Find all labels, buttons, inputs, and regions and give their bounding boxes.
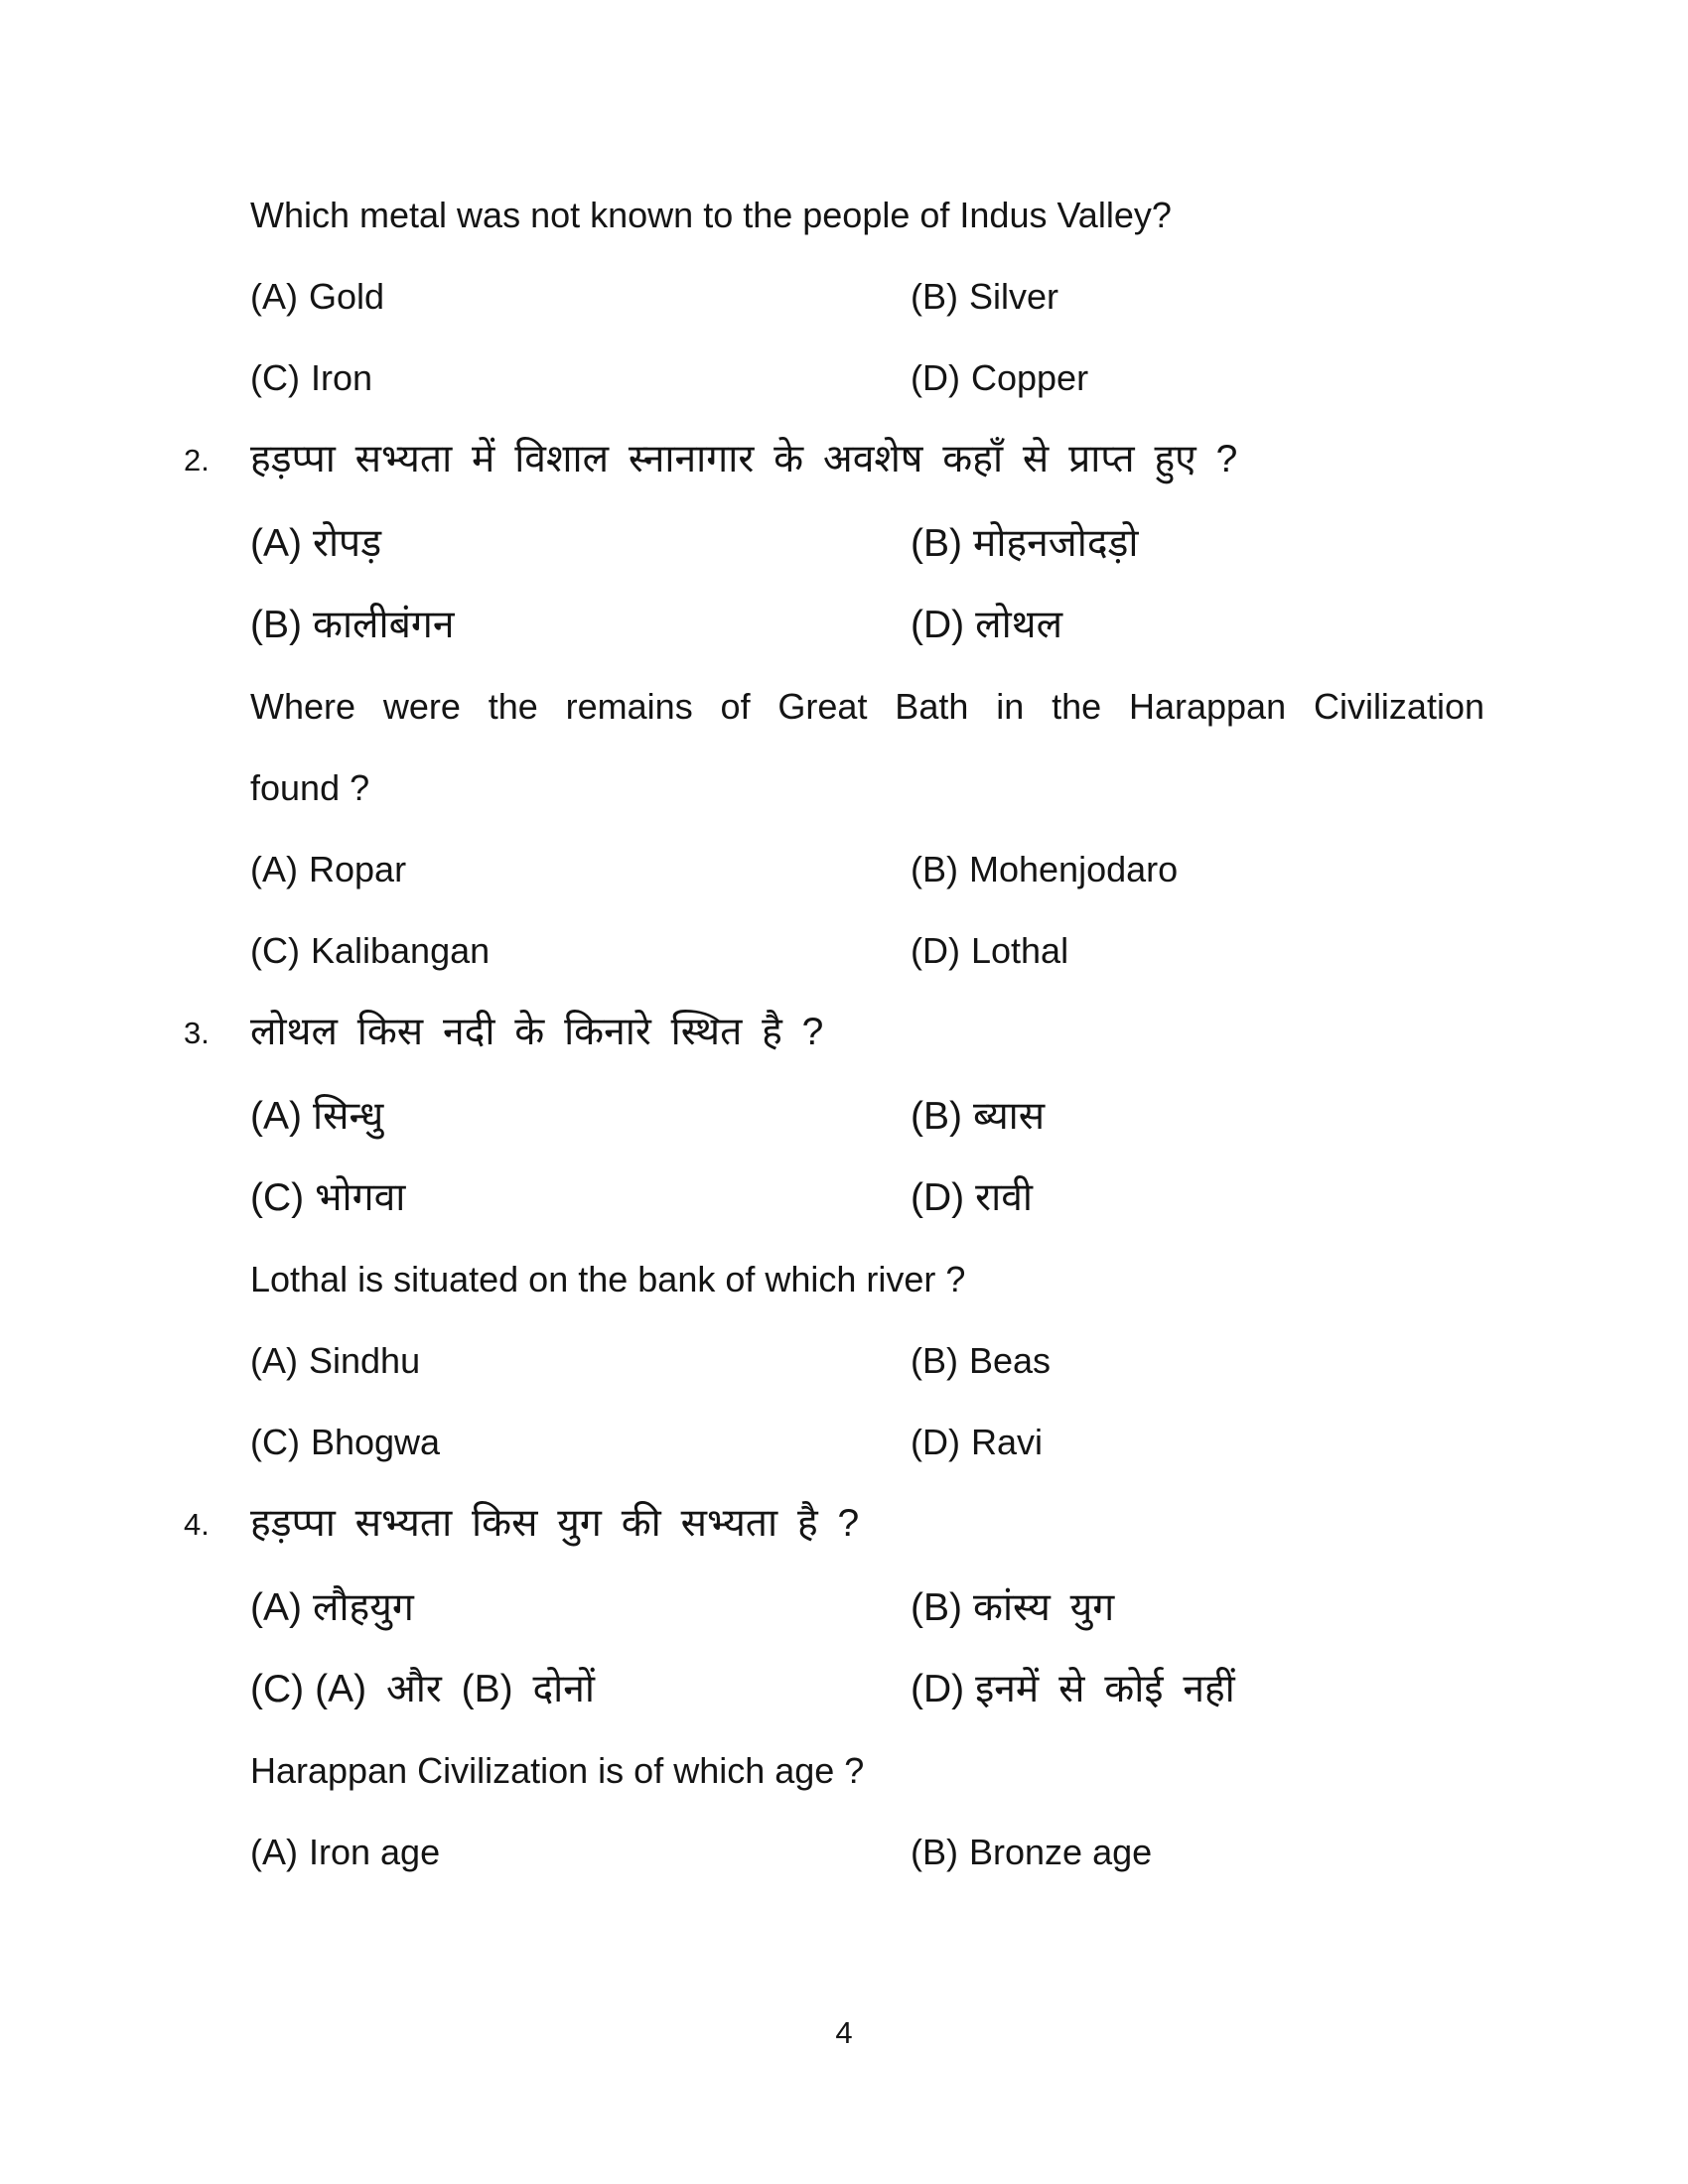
question-4-english-options-row-1: [184, 1829, 1484, 1875]
option-b: [911, 520, 1484, 567]
option-text: Mohenjodaro: [969, 849, 1179, 889]
option-text: Gold: [309, 276, 385, 317]
option-d: [911, 927, 1484, 974]
option-text: मोहनजोदड़ो: [973, 522, 1139, 565]
question-2-hindi-options-row-1: [184, 520, 1484, 567]
option-text: लौहयुग: [313, 1586, 414, 1629]
option-text: सिन्धु: [313, 1095, 384, 1138]
option-text: Iron age: [309, 1832, 441, 1872]
option-text: रोपड़: [313, 522, 382, 565]
option-a: [250, 1337, 911, 1384]
question-1-english-options-row-1: [184, 273, 1484, 320]
question-text: found ?: [250, 767, 370, 808]
option-label: (D): [911, 357, 960, 398]
option-label: (A): [250, 1586, 302, 1629]
option-text: Ropar: [309, 849, 407, 889]
option-text: Ravi: [970, 1422, 1044, 1462]
option-text: Copper: [970, 357, 1089, 398]
question-2-hindi-options-row-2: [184, 602, 1484, 648]
option-label: (D): [911, 1422, 960, 1462]
option-text: कांस्य युग: [973, 1586, 1115, 1629]
option-text: इनमें से कोई नहीं: [975, 1668, 1235, 1710]
option-d: [911, 602, 1484, 648]
option-text: Sindhu: [309, 1340, 421, 1381]
question-4-english-text: [184, 1747, 1484, 1794]
question-text-hindi: हड़प्पा सभ्यता में विशाल स्नानागार के अवशेष कहाँ से प्राप्त हुए ?: [250, 438, 1238, 480]
question-3-hindi-text: [184, 1009, 1484, 1058]
option-d: [911, 1174, 1484, 1221]
option-text: Silver: [969, 276, 1059, 317]
question-text: Which metal was not known to the people of Indus Valley?: [250, 195, 1172, 235]
option-a: [250, 1584, 911, 1631]
option-label: (A): [250, 522, 302, 565]
option-label: (A): [250, 1340, 298, 1381]
option-b: [911, 846, 1484, 892]
option-text: रावी: [975, 1176, 1033, 1219]
question-text: Lothal is situated on the bank of which river ?: [250, 1259, 966, 1299]
question-text-hindi: हड़प्पा सभ्यता किस युग की सभ्यता है ?: [250, 1502, 860, 1545]
question-1-english-text: [184, 192, 1484, 238]
option-text: Lothal: [970, 930, 1069, 971]
question-3-english-options-row-1: [184, 1337, 1484, 1384]
option-b: [911, 1337, 1484, 1384]
option-b-duplicate: [250, 602, 911, 648]
option-d: [911, 1419, 1484, 1465]
page-number: 4: [835, 2015, 853, 2050]
option-label: (B): [911, 1340, 958, 1381]
option-label: (C): [250, 1422, 300, 1462]
option-text: Beas: [969, 1340, 1052, 1381]
option-label: (B): [911, 1095, 962, 1138]
option-label: (D): [911, 930, 960, 971]
question-text: Harappan Civilization is of which age ?: [250, 1750, 865, 1791]
question-number: 3.: [184, 1016, 210, 1050]
option-a: [250, 846, 911, 892]
question-2-english-options-row-2: [184, 927, 1484, 974]
question-2-hindi-text: [184, 436, 1484, 485]
option-label: (D): [911, 604, 965, 646]
option-b: [911, 1829, 1484, 1875]
option-text: कालीबंगन: [313, 604, 455, 646]
questions-area: [184, 192, 1484, 1910]
option-label: (B): [911, 849, 958, 889]
option-a: [250, 520, 911, 567]
option-label: (B): [911, 522, 962, 565]
option-c: [250, 1666, 911, 1712]
option-label: (B): [911, 1832, 958, 1872]
option-b: [911, 273, 1484, 320]
question-4-hindi-text: [184, 1500, 1484, 1550]
option-a: [250, 1093, 911, 1140]
question-text: Where were the remains of Great Bath in the Harappan Civilization: [250, 686, 1484, 727]
question-number: 4.: [184, 1507, 210, 1542]
option-label: (A): [250, 849, 298, 889]
option-label: (B): [911, 1586, 962, 1629]
question-4-hindi-options-row-1: [184, 1584, 1484, 1631]
option-text: ब्यास: [973, 1095, 1046, 1138]
option-label: (D): [911, 1668, 965, 1710]
question-1-english-options-row-2: [184, 354, 1484, 401]
option-d: [911, 1666, 1484, 1712]
question-text-hindi: लोथल किस नदी के किनारे स्थित है ?: [250, 1011, 824, 1053]
option-label: (A): [250, 276, 298, 317]
option-label: (B): [250, 604, 302, 646]
question-2-english-options-row-1: [184, 846, 1484, 892]
option-text: भोगवा: [315, 1176, 406, 1219]
option-text: Iron: [310, 357, 373, 398]
option-d: [911, 354, 1484, 401]
option-b: [911, 1584, 1484, 1631]
option-label: (C): [250, 930, 300, 971]
option-b: [911, 1093, 1484, 1140]
option-c: [250, 927, 911, 974]
option-c: [250, 1174, 911, 1221]
option-label: (D): [911, 1176, 965, 1219]
question-number: 2.: [184, 443, 210, 478]
question-3-hindi-options-row-2: [184, 1174, 1484, 1221]
option-text: (A) और (B) दोनों: [315, 1668, 596, 1710]
option-label: (B): [911, 276, 958, 317]
option-text: Bronze age: [969, 1832, 1153, 1872]
question-3-english-text: [184, 1256, 1484, 1302]
option-label: (C): [250, 357, 300, 398]
option-label: (A): [250, 1832, 298, 1872]
option-text: लोथल: [975, 604, 1063, 646]
question-2-english-text-line-1: [184, 683, 1484, 730]
option-a: [250, 273, 911, 320]
option-c: [250, 1419, 911, 1465]
option-text: Kalibangan: [310, 930, 491, 971]
option-text: Bhogwa: [310, 1422, 441, 1462]
option-label: (A): [250, 1095, 302, 1138]
option-a: [250, 1829, 911, 1875]
question-3-english-options-row-2: [184, 1419, 1484, 1465]
question-2-english-text-line-2: [184, 764, 1484, 811]
question-4-hindi-options-row-2: [184, 1666, 1484, 1712]
question-3-hindi-options-row-1: [184, 1093, 1484, 1140]
option-c: [250, 354, 911, 401]
option-label: (C): [250, 1668, 305, 1710]
option-label: (C): [250, 1176, 305, 1219]
